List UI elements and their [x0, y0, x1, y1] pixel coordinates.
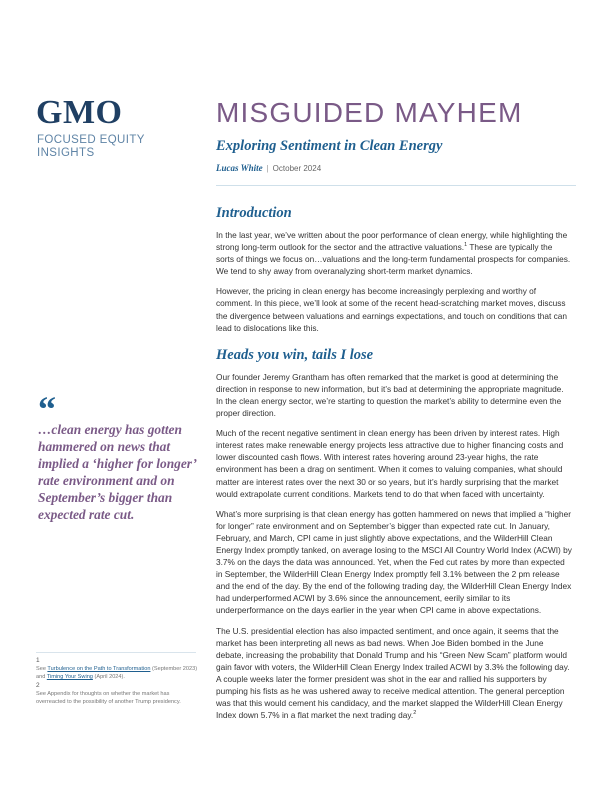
footnote-number-1: 1: [36, 657, 40, 664]
author-name: Lucas White: [216, 163, 263, 173]
series-label: [37, 134, 145, 160]
byline-divider: |: [266, 164, 269, 173]
footnote-link-turbulence[interactable]: Turbulence on the Path to Transformation: [47, 666, 151, 673]
footnote-1: [36, 665, 198, 681]
section2-paragraph-3: What’s more surprising is that clean energy has gotten hammered on news that implied a “higher for longer” rate environment and on September’s bigger than expected rate cut. In January, February, and March, CPI came in just slightly above expectations, and the WilderHill Clean Energy Index promptly tanked, on average losing to the MSCI All Country World Index (ACWI) by 3.7% on the days the data was announced. Yet, when the Fed cut rates by more than expected in September, the WilderHill Clean Energy Index promptly fell 3.1% between the 2 pm release and the end of the day. By the end of the following trading day, the WilderHill Clean Energy Index had underperformed ACWI by 3.6% since the announcement, eerily similar to its underperformance on the days earlier in the year when CPI came in above expectations.: [216, 508, 572, 616]
section2-paragraph-1: Our founder Jeremy Grantham has often remarked that the market is good at determining the direction in response to new information, but it’s bad at determining the appropriate magnitude. In the clean energy sector, we’re starting to question the market’s ability to determine even the proper direction.: [216, 371, 564, 419]
publication-date: October 2024: [272, 164, 322, 173]
footnote-1-prefix: See: [36, 666, 48, 673]
footnote-2: See Appendix for thoughts on whether the market has overreacted to the possibility of another Trump presidency.: [36, 690, 181, 706]
footnote-divider: [36, 652, 196, 653]
intro-p1-tail: These are typically the sorts of things we focus on…valuations and the long-term fundamental prospects for companies. We tend to shy away from overanalyzing short-term market dynamics.: [216, 242, 571, 277]
page-title: MISGUIDED MAYHEM: [216, 97, 523, 128]
series-label-line2: INSIGHTS: [37, 147, 95, 159]
footnote-ref-1[interactable]: 1: [464, 242, 468, 249]
section2-paragraph-4: [216, 625, 572, 722]
main-content: [216, 204, 572, 729]
footnotes: [36, 657, 198, 706]
footnote-1-suffix: (April 2024).: [92, 674, 125, 681]
series-label-line1: FOCUSED EQUITY: [37, 134, 145, 146]
gmo-logo: GMO: [36, 94, 123, 131]
quote-mark-icon: “: [38, 389, 56, 429]
section-heading-heads-you-win: Heads you win, tails I lose: [216, 346, 374, 363]
pull-quote: …clean energy has gotten hammered on news that implied a ‘higher for longer’ rate environment and on September’s bigger than expected rate cut.: [38, 422, 196, 522]
intro-paragraph-2: However, the pricing in clean energy has become increasingly perplexing and worthy of comment. In this piece, we’ll look at some of the recent head-scratching market moves, discuss the divergence between valuations and earnings expectations, and touch on conditions that can lead to dislocations like this.: [216, 286, 568, 333]
footnote-link-timing-your-swing[interactable]: Timing Your Swing: [46, 674, 93, 681]
page-subtitle: Exploring Sentiment in Clean Energy: [216, 138, 443, 154]
section2-p4-text: The U.S. presidential election has also impacted sentiment, and once again, it seems that the market has been interpreting all news as bad news. When Joe Biden bombed in the June debate, increasing the probability that Donald Trump and his “Green New Scam” platform would gain favor with voters, the WilderHill Clean Energy Index trailed ACWI by 3.3% the following day. A couple weeks later the former president was shot in the ear and rallied his supporters by pumping his fists as he was ushered away to receive medical attention. The general perception was that this would cement his candidacy, and the market slapped the WilderHill Clean Energy Index down 5.7% in a flat market the next trading day.: [216, 625, 570, 721]
byline: [216, 163, 321, 173]
footnote-number-2: 2: [36, 681, 40, 689]
section-heading-introduction: Introduction: [216, 205, 292, 221]
section2-paragraph-2: Much of the recent negative sentiment in clean energy has been driven by interest rates. High interest rates make renewable energy projects less attractive due to higher financing costs and lower discounted cash flows. With interest rates hovering around 23-year highs, the rate environment has been a drag on sentiment. When it comes to valuing companies, what should matter are interest rates over the next 30 or so years, but it’s hardly surprising that the market would extrapolate current conditions. Markets tend to do that when faced with uncertainty.: [216, 428, 564, 499]
footnote-1-middle: (September 2023) and: [36, 666, 198, 681]
intro-paragraph-1: [216, 229, 572, 277]
header-divider: [216, 185, 576, 186]
intro-p1-text: In the last year, we’ve written about the poor performance of clean energy, while highlighting the strong long-term outlook for the sector and the attractive valuations.: [216, 230, 568, 253]
footnote-ref-2[interactable]: 2: [413, 710, 417, 717]
